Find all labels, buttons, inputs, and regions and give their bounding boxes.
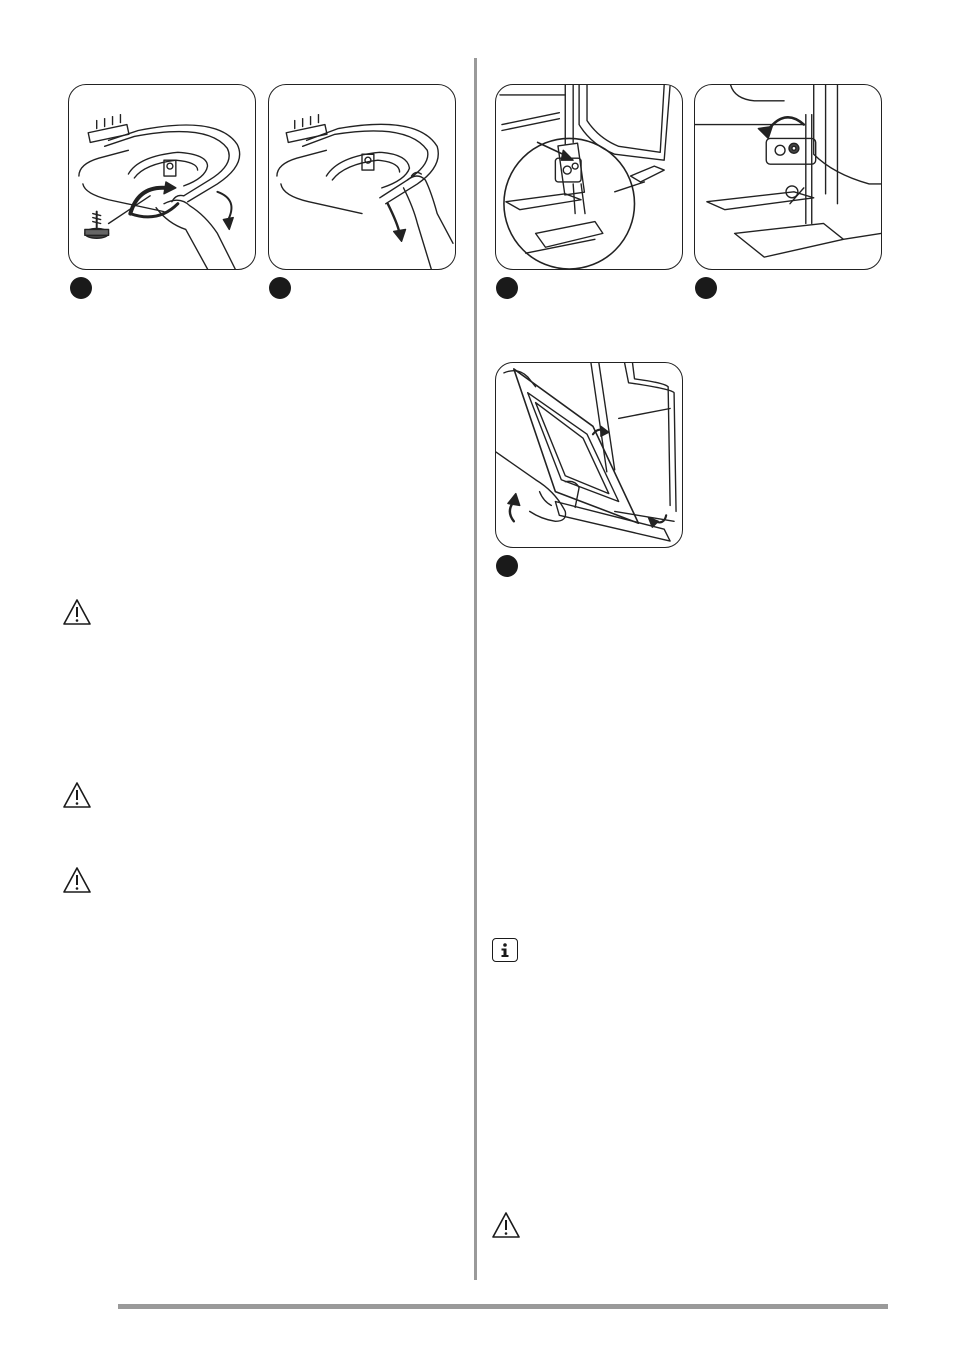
step-badge bbox=[70, 277, 92, 299]
step-badge bbox=[496, 277, 518, 299]
footer-rule bbox=[118, 1304, 888, 1309]
warning-triangle-icon bbox=[491, 1211, 521, 1239]
warning-triangle-icon bbox=[62, 781, 92, 809]
step-badge bbox=[269, 277, 291, 299]
warning-triangle-icon bbox=[62, 598, 92, 626]
figure-door-removal bbox=[495, 362, 683, 548]
warning-triangle-icon bbox=[62, 866, 92, 894]
step-badge bbox=[496, 555, 518, 577]
step-badge bbox=[695, 277, 717, 299]
figure-door-hinge-left bbox=[495, 84, 683, 270]
column-divider bbox=[474, 58, 477, 1280]
figure-door-hinge-right bbox=[694, 84, 882, 270]
figure-heating-element-unscrew bbox=[68, 84, 256, 270]
figure-heating-element-lower bbox=[268, 84, 456, 270]
info-icon bbox=[492, 938, 518, 962]
